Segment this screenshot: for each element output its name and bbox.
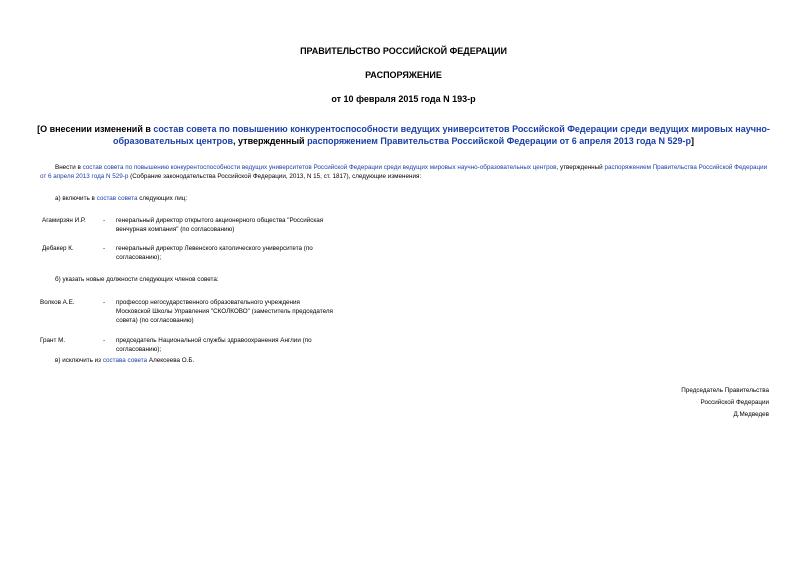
document-subject <box>36 123 771 147</box>
subject-link-order[interactable]: распоряжением Правительства Российской Федерации от 6 апреля 2013 года N 529-р <box>307 136 691 146</box>
subject-text-2: , утвержденный <box>233 136 308 146</box>
document-type: РАСПОРЯЖЕНИЕ <box>365 70 442 80</box>
section-a-suffix: следующих лиц: <box>137 195 188 202</box>
signature-country: Российской Федерации <box>700 399 769 406</box>
subject-link-council[interactable]: состав совета по повышению конкурентоспособности ведущих университетов Российской Федерации среди ведущих мировых научно-образовательных центров <box>113 124 770 146</box>
item-a2-dash: - <box>103 245 106 252</box>
item-b2-dash: - <box>103 337 106 344</box>
item-b1-text: профессор негосударственного образовательного учреждения Московской Школы Управления "СКОЛКОВО" (заместитель председателя совета) (по согласованию) <box>116 299 333 324</box>
section-a-link[interactable]: состав совета <box>96 195 138 202</box>
section-a-heading <box>55 194 187 203</box>
item-b2-text: председатель Национальной службы здравоохранения Англии (по согласованию); <box>116 337 312 353</box>
item-a2-name: Дебакер К. <box>42 245 74 252</box>
item-a1-name: Агамирзян И.Р. <box>42 217 86 224</box>
signature-position: Председатель Правительства <box>681 387 769 394</box>
signature-name: Д.Медведев <box>733 411 769 418</box>
item-a2-text: генеральный директор Левенского католического университета (по согласованию); <box>116 245 313 261</box>
section-a-prefix: а) включить в <box>55 195 97 202</box>
item-b1-name: Волков А.Е. <box>40 299 75 306</box>
section-b-heading: б) указать новые должности следующих членов совета: <box>55 276 219 283</box>
section-c-prefix: в) исключить из <box>55 357 103 364</box>
subject-text-3: ] <box>690 136 694 146</box>
item-a1-dash: - <box>103 217 106 224</box>
section-c-suffix: Алексеева О.Б. <box>147 357 195 364</box>
document-date-number: от 10 февраля 2015 года N 193-р <box>331 94 476 104</box>
subject-text-1: [О внесении изменений в <box>37 124 154 134</box>
item-b1-dash: - <box>103 299 106 306</box>
government-title: ПРАВИТЕЛЬСТВО РОССИЙСКОЙ ФЕДЕРАЦИИ <box>300 46 507 56</box>
section-c-link[interactable]: состава совета <box>102 357 148 364</box>
intro-link-order[interactable]: распоряжением Правительства Российской Федерации от 6 апреля 2013 года N 529-р <box>40 164 768 180</box>
intro-text-2: , утвержденный <box>556 164 605 171</box>
item-a1-text: генеральный директор открытого акционерного общества "Российская венчурная компания" (по согласованию) <box>116 217 324 233</box>
item-b2-name: Грант М. <box>40 337 66 344</box>
intro-text-3: (Собрание законодательства Российской Федерации, 2013, N 15, ст. 1817), следующие изменения: <box>128 173 422 180</box>
intro-paragraph <box>40 163 770 181</box>
intro-link-council[interactable]: состав совета по повышению конкурентоспособности ведущих университетов Российской Федерации среди ведущих мировых научно-образовательных центров <box>82 164 557 171</box>
intro-text-1: Внести в <box>55 164 83 171</box>
section-c-line <box>55 356 194 365</box>
